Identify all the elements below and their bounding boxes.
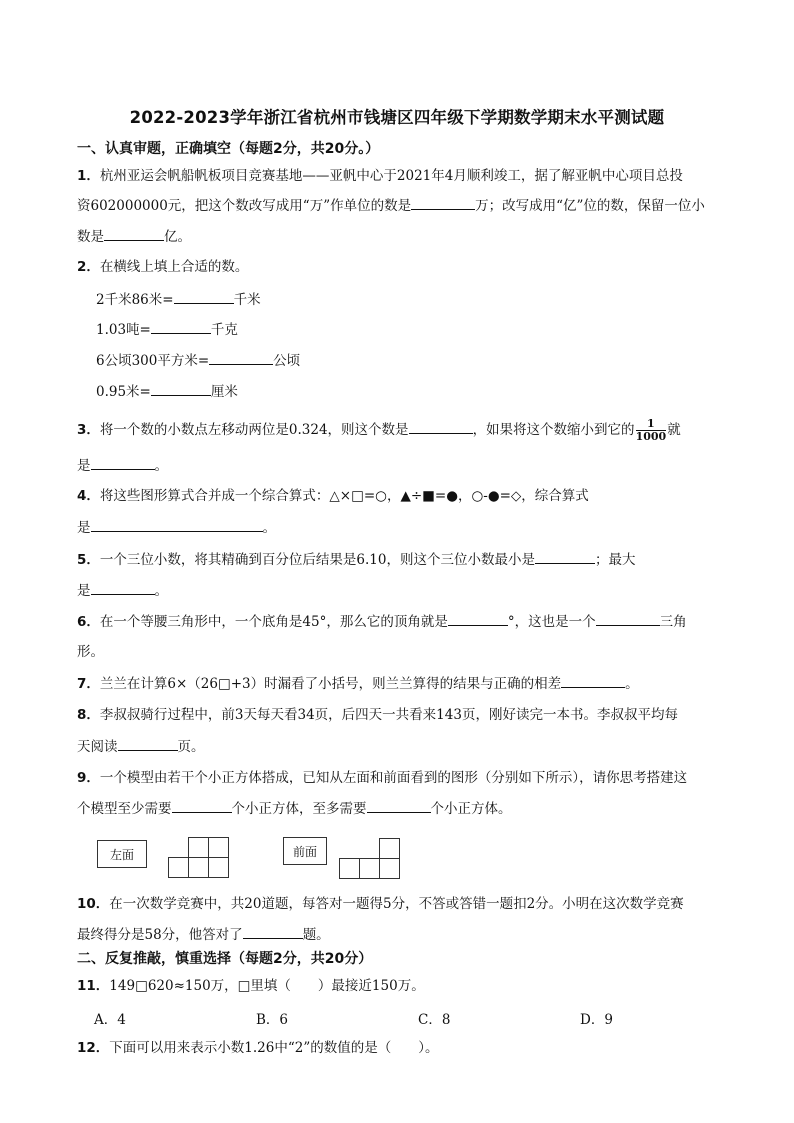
question-3-line-1 (77, 418, 681, 443)
question-number: 6． (77, 614, 100, 630)
question-text: 资602000000元，把这个数改写成用“万”作单位的数是 (77, 198, 412, 214)
answer-blank[interactable] (151, 319, 211, 334)
question-text: 下面可以用来表示小数1.26中“2”的数值的是（ ）。 (109, 1040, 439, 1056)
question-2-item-4 (96, 381, 238, 402)
question-6-line-2 (77, 642, 104, 662)
answer-blank[interactable] (596, 611, 660, 626)
choice-c[interactable]: C．8 (418, 1012, 451, 1028)
question-2-item-3 (96, 350, 300, 371)
question-text: 。 (154, 583, 168, 599)
item-text: 0.95米= (96, 384, 151, 400)
cube-cell (188, 857, 209, 878)
left-view-label (97, 840, 147, 868)
question-text: 李叔叔骑行过程中，前3天每天看34页，后四天一共看来143页，刚好读完一本书。李叔叔平均每 (99, 707, 678, 723)
question-number: 4． (77, 488, 100, 504)
question-text: 亿。 (164, 229, 191, 245)
item-text: 2千米86米= (96, 292, 174, 308)
question-2-line-1 (77, 257, 248, 277)
question-2-item-2 (96, 319, 238, 340)
answer-blank[interactable] (561, 673, 625, 688)
answer-blank[interactable] (367, 798, 431, 813)
question-text: 最终得分是58分，他答对了 (77, 927, 243, 943)
question-number: 3． (77, 422, 100, 438)
question-text: 个模型至少需要 (77, 801, 172, 817)
question-text: 149□620≈150万，□里填（ ）最接近150万。 (109, 978, 425, 994)
question-3-line-2 (77, 455, 168, 476)
question-text: 是 (77, 520, 91, 536)
question-text: 就 (667, 422, 681, 438)
question-2-item-1 (96, 289, 261, 310)
question-text: 。 (154, 458, 168, 474)
question-number: 5． (77, 552, 100, 568)
cube-cell (208, 857, 229, 878)
question-12-line-1 (77, 1038, 439, 1058)
question-text: 数是 (77, 229, 104, 245)
question-number: 12． (77, 1040, 110, 1056)
question-1-line-1 (77, 166, 683, 186)
question-6-line-1 (77, 611, 687, 632)
choice-d[interactable]: D．9 (580, 1012, 613, 1028)
answer-blank[interactable] (91, 580, 155, 595)
answer-blank[interactable] (174, 289, 234, 304)
answer-blank[interactable] (243, 924, 303, 939)
question-number: 9． (77, 770, 100, 786)
cube-cell (208, 837, 229, 858)
question-text: 一个模型由若干个小正方体搭成，已知从左面和前面看到的图形（分别如下所示），请你思考搭建这 (99, 770, 688, 786)
answer-blank[interactable] (535, 549, 595, 564)
item-unit: 千克 (210, 322, 238, 338)
question-text: 形。 (77, 644, 104, 660)
question-text: 在一个等腰三角形中，一个底角是45°，那么它的顶角就是 (99, 614, 448, 630)
item-unit: 厘米 (210, 384, 238, 400)
question-text: 个小正方体。 (430, 801, 512, 817)
choice-b[interactable]: B．6 (256, 1012, 289, 1028)
fraction-numerator: 1 (636, 418, 667, 431)
question-10-line-1 (77, 894, 684, 914)
cube-cell (359, 858, 380, 879)
section-2-heading: 二、反复推敲，慎重选择（每题2分，共20分） (77, 951, 373, 967)
question-text: 三角 (659, 614, 687, 630)
answer-blank[interactable] (91, 455, 155, 470)
question-11-line-1 (77, 976, 425, 996)
question-text: 是 (77, 458, 91, 474)
item-text: 1.03吨= (96, 322, 151, 338)
answer-blank[interactable] (409, 419, 473, 434)
answer-blank[interactable] (104, 226, 164, 241)
fraction (636, 418, 667, 443)
question-text: 一个三位小数，将其精确到百分位后结果是6.10，则这个三位小数最小是 (99, 552, 535, 568)
answer-blank[interactable] (448, 611, 508, 626)
answer-blank[interactable] (151, 381, 211, 396)
question-1-line-3 (77, 226, 191, 247)
question-4-line-2 (77, 517, 276, 538)
answer-blank[interactable] (209, 350, 273, 365)
question-text: 。 (262, 520, 276, 536)
front-view-label-text: 前面 (292, 844, 317, 859)
question-number: 1． (77, 168, 100, 184)
question-9-line-1 (77, 768, 687, 788)
question-text: 将这些图形算式合并成一个综合算式：△×□=○，▲÷■=●，○-●=◇，综合算式 (99, 488, 589, 504)
answer-blank[interactable] (91, 517, 263, 532)
question-number: 11． (77, 978, 110, 994)
question-text: 万；改写成用“亿”位的数，保留一位小 (475, 198, 705, 214)
front-view-label (283, 837, 327, 865)
fraction-denominator: 1000 (635, 430, 667, 443)
question-text: 页。 (177, 739, 205, 755)
question-text: 。 (625, 676, 639, 692)
question-1-line-2 (77, 195, 705, 216)
question-text: ；最大 (594, 552, 636, 568)
question-4-line-1 (77, 486, 589, 506)
question-text: 在横线上填上合适的数。 (99, 259, 249, 275)
section-1-heading: 一、认真审题，正确填空（每题2分，共20分。） (77, 141, 380, 157)
choice-a[interactable]: A．4 (94, 1012, 126, 1028)
question-10-line-2 (77, 924, 330, 945)
question-text: 在一次数学竞赛中，共20道题，每答对一题得5分，不答或答错一题扣2分。小明在这次数学竞赛 (109, 896, 684, 912)
question-number: 7． (77, 676, 100, 692)
page-title: 2022-2023学年浙江省杭州市钱塘区四年级下学期数学期末水平测试题 (129, 108, 665, 127)
question-8-line-2 (77, 736, 205, 757)
cube-cell (168, 857, 189, 878)
question-text: 将一个数的小数点左移动两位是0.324，则这个数是 (99, 422, 409, 438)
item-unit: 千米 (233, 292, 261, 308)
question-5-line-2 (77, 580, 168, 601)
left-view-label-text: 左面 (109, 847, 134, 862)
question-8-line-1 (77, 705, 678, 725)
cube-cell (379, 858, 400, 879)
item-text: 6公顷300平方米= (96, 353, 210, 369)
cube-cell (379, 838, 400, 859)
cube-cell (188, 837, 209, 858)
answer-blank[interactable] (411, 195, 475, 210)
answer-blank[interactable] (118, 736, 178, 751)
question-text: 杭州亚运会帆船帆板项目竞赛基地——亚帆中心于2021年4月顺利竣工，据了解亚帆中心项目总投 (99, 168, 683, 184)
question-text: 兰兰在计算6×（26□+3）时漏看了小括号，则兰兰算得的结果与正确的相差 (99, 676, 562, 692)
question-text: 个小正方体，至多需要 (231, 801, 367, 817)
item-unit: 公顷 (273, 353, 301, 369)
question-text: ，如果将这个数缩小到它的 (472, 422, 635, 438)
question-5-line-1 (77, 549, 635, 570)
question-number: 2． (77, 259, 100, 275)
question-number: 10． (77, 896, 110, 912)
question-number: 8． (77, 707, 100, 723)
question-text: 题。 (302, 927, 330, 943)
question-text: 是 (77, 583, 91, 599)
answer-blank[interactable] (172, 798, 232, 813)
question-text: °，这也是一个 (507, 614, 596, 630)
question-7-line-1 (77, 673, 639, 694)
cube-cell (339, 858, 360, 879)
question-text: 天阅读 (77, 739, 118, 755)
question-9-line-2 (77, 798, 512, 819)
